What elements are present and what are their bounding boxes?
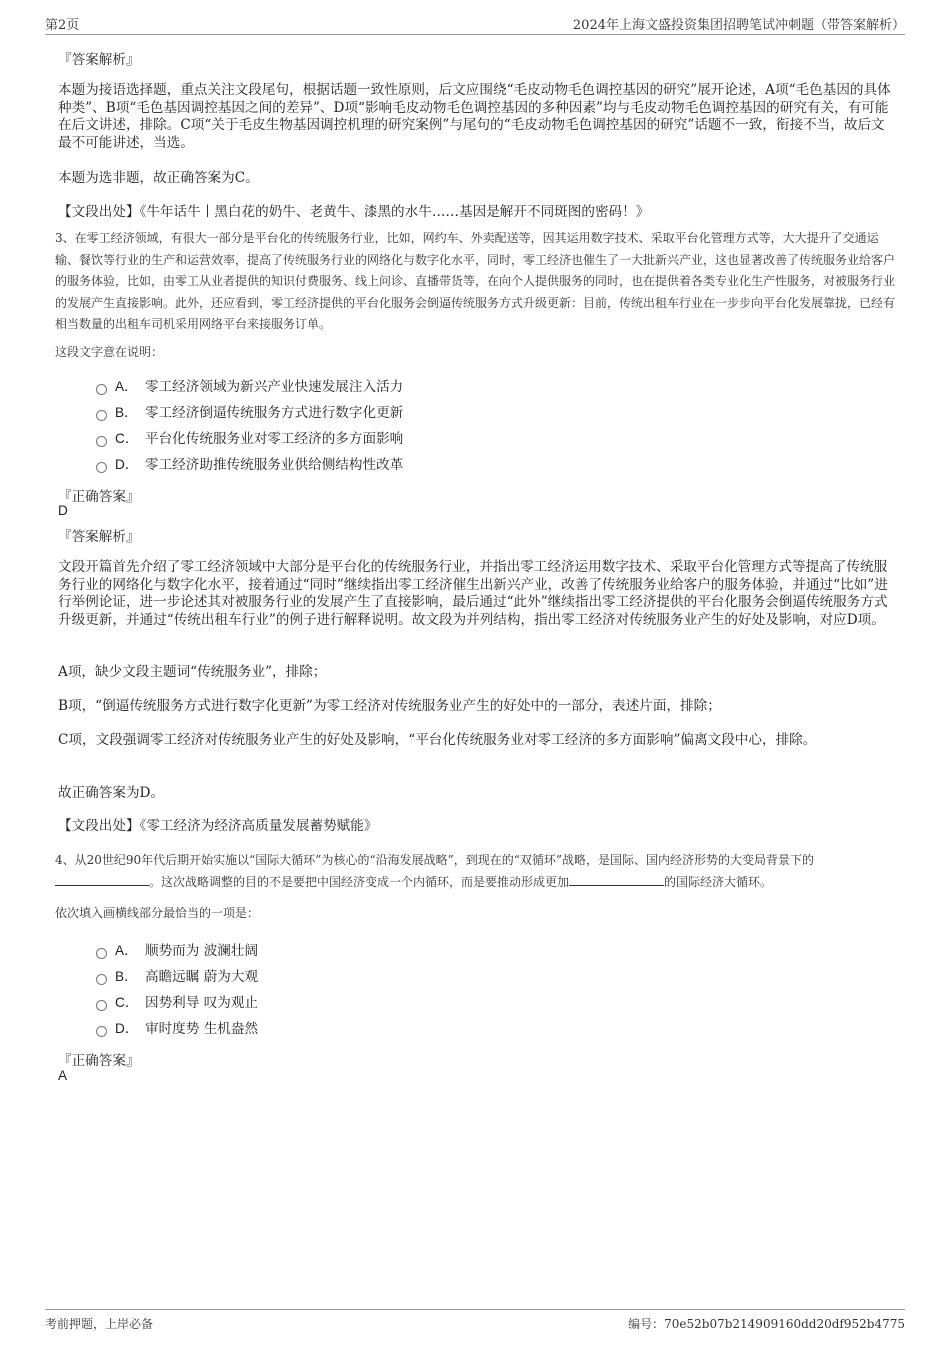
q3-stem: 3、在零工经济领域，有很大一部分是平台化的传统服务行业，比如，网约车、外卖配送等，因其运用数字技术、采取平台化管理方式等，大大提升了交通运输、餐饮等行业的生产和运营效率，提高了传统服务行业的网络化与数字化水平，同时，零工经济也催生了一大批新兴产业，这也显著改善了传统服务业给客户的服务体验，比如，由零工从业者提供的知识付费服务、线上问诊、直播带货等，在向个人提供服务的同时，也在提供着各类专业化生产性服务，对被服务行业的发展产生直接影响。此外，还应看到，零工经济提供的平台化服务会倒逼传统服务方式升级更新：目前，传统出租车行业在一步步向平台化发展靠拢，已经有相当数量的出租车司机采用网络平台来接服务订单。 — [55, 231, 896, 331]
q2-source: 【文段出处】《牛年话牛丨黑白花的奶牛、老黄牛、漆黑的水牛……基因是解开不同斑图的密码！》 — [58, 204, 650, 220]
q4-prompt: 依次填入画横线部分最恰当的一项是： — [55, 906, 260, 920]
q4-option-a[interactable]: A． 顺势而为 波澜壮阔 — [96, 940, 258, 962]
q2-analysis-paragraph: 本题为接语选择题，重点关注文段尾句，根据话题一致性原则，后文应围绕“毛皮动物毛色调控基因的研究”展开论述，A项“毛色基因的具体种类”、B项“毛色基因调控基因之间的差异”、D项“影响毛皮动物毛色调控基因的多种因素”均与毛皮动物毛色调控基因的研究有关，有可能在后文讲述，排除。C项“关于毛皮生物基因调控机理的研究案例”与尾句的“毛皮动物毛色调控基因的研究”话题不一致，衔接不当，故后文最不可能讲述，当选。 — [58, 82, 891, 151]
q3-analysis-end: 故正确答案为D。 — [58, 785, 165, 801]
q3-analysis-a: A项，缺少文段主题词“传统服务业”，排除； — [58, 664, 327, 680]
radio-icon[interactable] — [96, 384, 107, 395]
q3-analysis-paragraph: 文段开篇首先介绍了零工经济领域中大部分是平台化的传统服务行业，并指出零工经济运用数字技术、采取平台化管理方式等提高了传统服务行业的网络化与数字化水平，接着通过“同时”继续指出零工经济催生出新兴产业，改善了传统服务业给客户的服务体验，并通过“比如”进行举例论证，进一步论述其对被服务行业的发展产生了直接影响，最后通过“此外”继续指出零工经济提供的平台化服务会倒逼传统服务方式升级更新，并通过“传统出租车行业”的例子进行解释说明。故文段为并列结构，指出零工经济对传统服务业产生的好处及影响，对应D项。 — [58, 559, 888, 628]
footer-slogan: 考前押题，上岸必备 — [45, 1317, 154, 1331]
document-title: 2024年上海文盛投资集团招聘笔试冲刺题（带答案解析） — [572, 18, 905, 33]
radio-icon[interactable] — [96, 1000, 107, 1011]
blank-2[interactable] — [569, 873, 664, 886]
q4-option-d[interactable]: D． 审时度势 生机盎然 — [96, 1018, 258, 1040]
q4-option-b[interactable]: B． 高瞻远瞩 蔚为大观 — [96, 966, 258, 988]
q3-analysis-c: C项，文段强调零工经济对传统服务业产生的好处及影响，“平台化传统服务业对零工经济的多方面影响”偏离文段中心，排除。 — [58, 732, 817, 748]
q3-correct-label: 『正确答案』 — [58, 489, 140, 505]
q2-analysis-label: 『答案解析』 — [58, 52, 140, 68]
radio-icon[interactable] — [96, 948, 107, 959]
page-footer — [45, 1309, 905, 1334]
q3-source: 【文段出处】《零工经济为经济高质量发展蓄势赋能》 — [58, 818, 378, 834]
radio-icon[interactable] — [96, 410, 107, 421]
radio-icon[interactable] — [96, 1026, 107, 1037]
radio-icon[interactable] — [96, 974, 107, 985]
q3-option-c[interactable]: C． 平台化传统服务业对零工经济的多方面影响 — [96, 428, 403, 450]
blank-1[interactable] — [55, 873, 149, 886]
document-id: 编号：70e52b07b214909160dd20df952b4775 — [628, 1317, 905, 1331]
q4-option-c[interactable]: C． 因势利导 叹为观止 — [96, 992, 258, 1014]
page-header — [45, 14, 905, 35]
radio-icon[interactable] — [96, 462, 107, 473]
q4-stem: 4、从20世纪90年代后期开始实施以“国际大循环”为核心的“沿海发展战略”，到现在的“双循环”战略，是国际、国内经济形势的大变局背景下的 。这次战略调整的目的不是要把中国经济变成一个内循环，而是要推动形成更加 的国际经济大循环。 — [55, 853, 814, 889]
radio-icon[interactable] — [96, 436, 107, 447]
q3-option-d[interactable]: D． 零工经济助推传统服务业供给侧结构性改革 — [96, 454, 403, 476]
q3-option-b[interactable]: B． 零工经济倒逼传统服务方式进行数字化更新 — [96, 402, 403, 424]
q3-analysis-b: B项，“倒逼传统服务方式进行数字化更新”为零工经济对传统服务业产生的好处中的一部分，表述片面，排除； — [58, 698, 721, 714]
q3-correct-answer: D — [58, 503, 68, 518]
q4-correct-label: 『正确答案』 — [58, 1053, 140, 1069]
q4-correct-answer: A — [58, 1068, 68, 1083]
q3-option-a[interactable]: A． 零工经济领域为新兴产业快速发展注入活力 — [96, 376, 403, 398]
q3-prompt: 这段文字意在说明： — [55, 345, 164, 359]
q2-analysis-conclusion: 本题为选非题，故正确答案为C。 — [58, 170, 259, 186]
page-number: 第2页 — [45, 18, 80, 33]
q3-analysis-label: 『答案解析』 — [58, 529, 140, 545]
